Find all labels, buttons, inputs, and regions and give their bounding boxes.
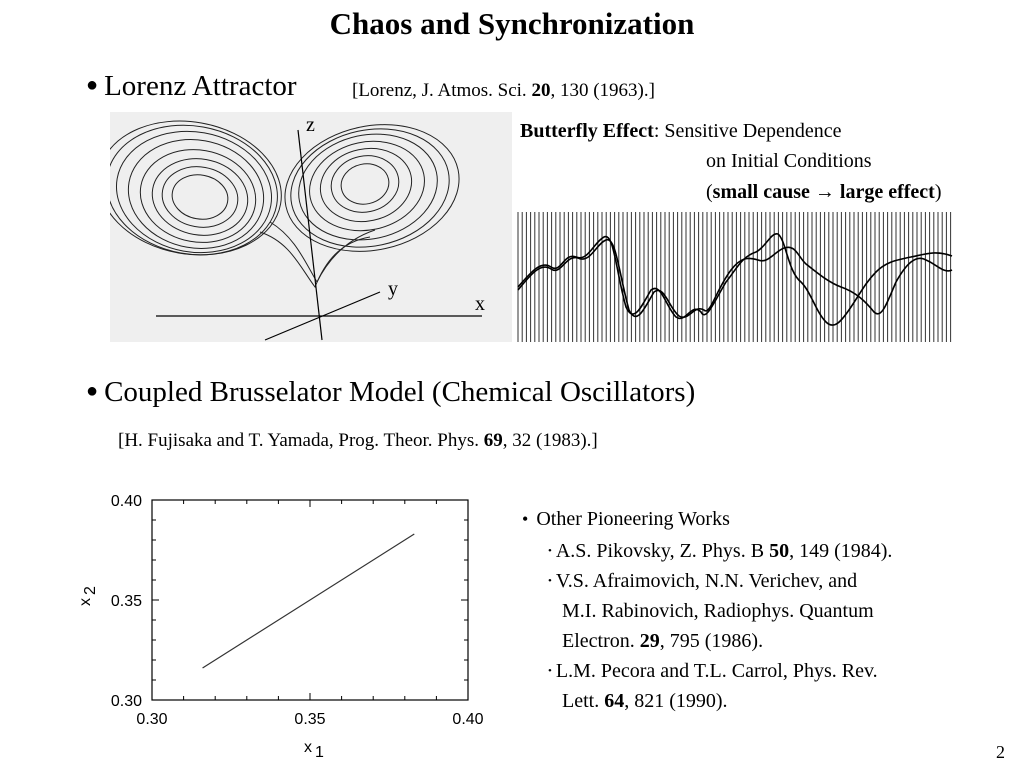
brusselator-heading-row	[86, 376, 695, 409]
page-number: 2	[996, 742, 1005, 762]
lorenz-reference	[352, 80, 655, 102]
lorenz-attractor-image	[110, 112, 512, 342]
ref2-rest: , 795 (1986).	[659, 630, 764, 652]
ref2-line3-text: Electron.	[562, 630, 640, 652]
trajectory-a	[518, 234, 952, 325]
ref1-rest: , 149 (1984).	[789, 540, 893, 562]
z-axis-line	[298, 130, 322, 340]
brusselator-ref-suffix: , 32 (1983).]	[502, 430, 598, 451]
pioneering-ref-2-line3	[562, 630, 763, 653]
brusselator-ref-prefix: [H. Fujisaka and T. Yamada, Prog. Theor. Phys.	[118, 430, 484, 451]
butterfly-effect-line3	[706, 181, 941, 204]
lorenz-ref-prefix: [Lorenz, J. Atmos. Sci.	[352, 80, 532, 101]
lorenz-heading: Lorenz Attractor	[104, 70, 297, 102]
sub-bullet-icon: •	[548, 575, 552, 587]
trajectory-b	[518, 240, 952, 318]
y-axis-label: y	[388, 278, 398, 300]
right-arrow-icon: →	[814, 181, 835, 203]
series-line	[203, 534, 415, 668]
lorenz-ref-suffix: , 130 (1963).]	[550, 80, 655, 101]
z-axis-label: z	[306, 114, 315, 136]
open-paren: (	[706, 181, 713, 203]
y-axis-title: x	[77, 598, 94, 606]
pioneering-heading: Other Pioneering Works	[536, 508, 730, 530]
butterfly-time-series-image	[516, 212, 954, 342]
bullet-icon: •	[522, 509, 529, 529]
y-tick-label: 0.35	[110, 593, 142, 610]
ref2-line1: V.S. Afraimovich, N.N. Verichev, and	[555, 570, 858, 592]
synchronization-chart	[60, 484, 510, 764]
butterfly-effect-line1	[520, 120, 842, 143]
x-tick-label: 0.35	[294, 711, 326, 728]
ref2-volume: 29	[639, 630, 660, 652]
pioneering-ref-3-line1	[548, 660, 878, 683]
x-axis-title-subscript: 1	[315, 744, 324, 761]
ref3-volume: 64	[604, 690, 625, 712]
large-effect: large effect	[839, 181, 935, 203]
pioneering-ref-3-line2	[562, 690, 728, 713]
y-tick-label: 0.30	[110, 693, 142, 710]
sub-bullet-icon: •	[548, 665, 552, 677]
ref3-line2-text: Lett.	[562, 690, 605, 712]
x-tick-label: 0.40	[452, 711, 484, 728]
butterfly-effect-term: Butterfly Effect	[520, 120, 654, 142]
butterfly-effect-definition: : Sensitive Dependence	[653, 120, 842, 142]
x-axis-title: x	[304, 739, 312, 756]
ref1-text: A.S. Pikovsky, Z. Phys. B	[555, 540, 770, 562]
pioneering-heading-row	[522, 508, 730, 531]
sub-bullet-icon: •	[548, 545, 552, 557]
y-axis-title-group	[77, 586, 99, 606]
ref3-line1: L.M. Pecora and T.L. Carrol, Phys. Rev.	[555, 660, 878, 682]
y-tick-label: 0.40	[110, 493, 142, 510]
brusselator-reference	[118, 430, 598, 452]
lorenz-attractor-drawing	[110, 112, 512, 342]
slide-title: Chaos and Synchronization	[329, 6, 695, 41]
pioneering-ref-2-line1	[548, 570, 857, 593]
small-cause: small cause	[712, 181, 810, 203]
brusselator-heading: Coupled Brusselator Model (Chemical Oscillators)	[104, 376, 696, 408]
butterfly-time-series-drawing	[516, 212, 954, 342]
butterfly-effect-line2: on Initial Conditions	[706, 150, 872, 172]
lorenz-ref-volume: 20	[531, 80, 551, 101]
brusselator-ref-volume: 69	[483, 430, 503, 451]
pioneering-ref-1	[548, 540, 892, 563]
lorenz-heading-row	[86, 70, 297, 103]
close-paren: )	[934, 181, 942, 203]
bullet-icon: ●	[86, 380, 99, 402]
ref1-volume: 50	[769, 540, 790, 562]
ref3-rest: , 821 (1990).	[624, 690, 728, 712]
y-axis-title-subscript: 2	[82, 586, 99, 595]
bullet-icon: ●	[86, 74, 99, 96]
x-tick-label: 0.30	[136, 711, 168, 728]
pioneering-ref-2-line2: M.I. Rabinovich, Radiophys. Quantum	[562, 600, 874, 622]
x-axis-label: x	[475, 293, 485, 315]
